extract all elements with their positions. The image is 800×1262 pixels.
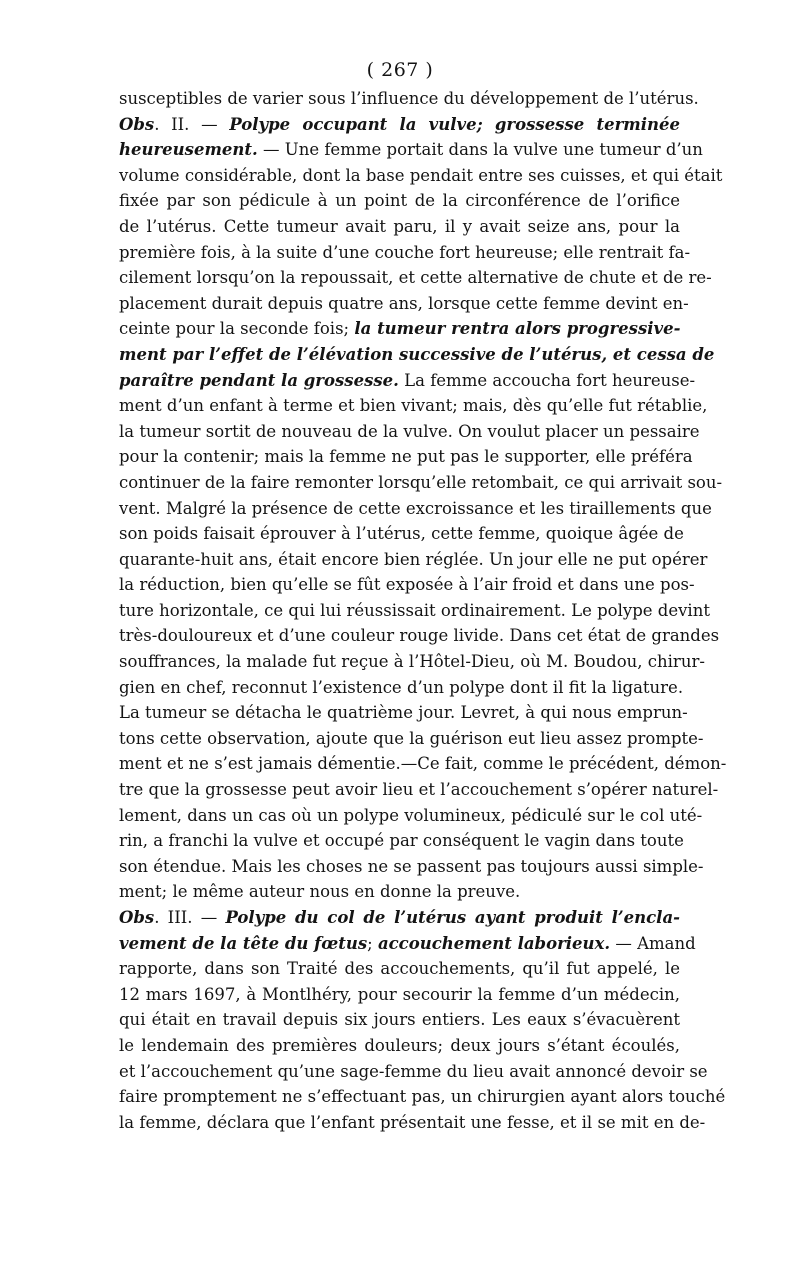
italic-heading-run: heureusement. — [119, 140, 258, 160]
italic-heading-run: accouchement laborieux. — [377, 933, 611, 953]
text-line — [119, 112, 680, 138]
text-run: — Une femme portait dans la vulve une tumeur d’un — [257, 140, 703, 160]
italic-heading-run: Obs — [119, 114, 155, 134]
text-line: tons cette observation, ajoute que la guérison eut lieu assez prompte- — [119, 728, 704, 748]
text-line: susceptibles de varier sous l’influence du développement de l’utérus. — [119, 89, 699, 108]
text-line: la femme, déclara que l’enfant présentait une fesse, et il se mit en de- — [119, 1112, 706, 1132]
text-line: ment d’un enfant à terme et bien vivant; mais, dès qu’elle fut rétablie, — [119, 396, 708, 416]
text-line: son étendue. Mais les choses ne se passent pas toujours aussi simple- — [119, 856, 704, 876]
italic-heading-run: paraître pendant la grossesse. — [119, 370, 399, 390]
text-line — [119, 137, 703, 163]
text-line: ment; le même auteur nous en donne la preuve. — [119, 882, 521, 902]
italic-heading-run: Polype du col de l’utérus ayant produit l’encla- — [225, 908, 680, 927]
page-number: ( 267 ) — [366, 59, 434, 81]
text-line: la réduction, bien qu’elle se fût exposée à l’air froid et dans une pos- — [119, 575, 695, 595]
italic-heading-run: ment par l’effet de l’élévation successive de l’utérus, et cessa de — [119, 344, 715, 364]
text-line: lement, dans un cas où un polype volumineux, pédiculé sur le col uté- — [119, 805, 703, 825]
text-line: vent. Malgré la présence de cette excroissance et les tiraillements que — [119, 498, 712, 518]
italic-heading-run: Polype occupant la vulve; grossesse terminée — [229, 114, 680, 134]
text-line: volume considérable, dont la base pendait entre ses cuisses, et qui était — [119, 165, 723, 185]
text-line: cilement lorsqu’on la repoussait, et cette alternative de chute et de re- — [119, 268, 712, 288]
text-line: continuer de la faire remonter lorsqu’elle retombait, ce qui arrivait sou- — [119, 472, 723, 492]
text-line: première fois, à la suite d’une couche fort heureuse; elle rentrait fa- — [119, 242, 691, 262]
text-line: ture horizontale, ce qui lui réussissait ordinairement. Le polype devint — [119, 600, 710, 620]
text-line: le lendemain des premières douleurs; deux jours s’étant écoulés, — [119, 1035, 680, 1055]
text-line: placement durait depuis quatre ans, lorsque cette femme devint en- — [119, 293, 689, 313]
text-line: pour la contenir; mais la femme ne put pas le supporter, elle préféra — [119, 447, 693, 467]
text-line: La tumeur se détacha le quatrième jour. Levret, à qui nous emprun- — [119, 703, 688, 723]
text-line — [119, 342, 715, 368]
text-line: ment et ne s’est jamais démentie.—Ce fait, comme le précédent, démon- — [119, 754, 727, 774]
text-line: 12 mars 1697, à Montlhéry, pour secourir la femme d’un médecin, — [119, 984, 680, 1004]
italic-heading-run: vement de la tête du fœtus — [119, 933, 368, 953]
text-line: qui était en travail depuis six jours entiers. Les eaux s’évacuèrent — [119, 1010, 680, 1030]
text-line: quarante-huit ans, était encore bien réglée. Un jour elle ne put opérer — [119, 549, 708, 569]
text-line: tre que la grossesse peut avoir lieu et l’accouchement s’opérer naturel- — [119, 780, 719, 800]
text-run: ceinte pour la seconde fois; — [119, 319, 355, 339]
italic-heading-run: Obs — [119, 908, 155, 927]
italic-heading-run: la tumeur rentra alors progressive- — [354, 319, 681, 339]
text-line: rin, a franchi la vulve et occupé par conséquent le vagin dans toute — [119, 831, 684, 851]
text-line: de l’utérus. Cette tumeur avait paru, il y avait seize ans, pour la — [119, 216, 680, 236]
text-line: faire promptement ne s’effectuant pas, un chirurgien ayant alors touché — [119, 1087, 726, 1107]
text-run: ; — [367, 933, 378, 953]
text-run: . II. — — [154, 114, 230, 134]
text-run: La femme accoucha fort heureuse- — [398, 370, 696, 390]
text-line: son poids faisait éprouver à l’utérus, cette femme, quoique âgée de — [119, 524, 684, 544]
text-line: souffrances, la malade fut reçue à l’Hôtel-Dieu, où M. Boudou, chirur- — [119, 652, 705, 672]
text-line — [119, 931, 696, 957]
text-line: et l’accouchement qu’une sage-femme du lieu avait annoncé devoir se — [119, 1061, 708, 1081]
text-line — [119, 368, 696, 394]
text-line: rapporte, dans son Traité des accouchements, qu’il fut appelé, le — [119, 959, 680, 979]
body-text — [119, 86, 727, 1135]
text-line: gien en chef, reconnut l’existence d’un polype dont il fit la ligature. — [119, 677, 684, 697]
text-line — [119, 905, 680, 931]
text-line: fixée par son pédicule à un point de la circonférence de l’orifice — [119, 191, 680, 211]
text-line: la tumeur sortit de nouveau de la vulve. On voulut placer un pessaire — [119, 421, 700, 441]
text-run: — Amand — [610, 933, 696, 953]
text-line — [119, 316, 680, 342]
text-line: très-douloureux et d’une couleur rouge livide. Dans cet état de grandes — [119, 626, 720, 646]
text-run: . III. — — [154, 908, 226, 927]
